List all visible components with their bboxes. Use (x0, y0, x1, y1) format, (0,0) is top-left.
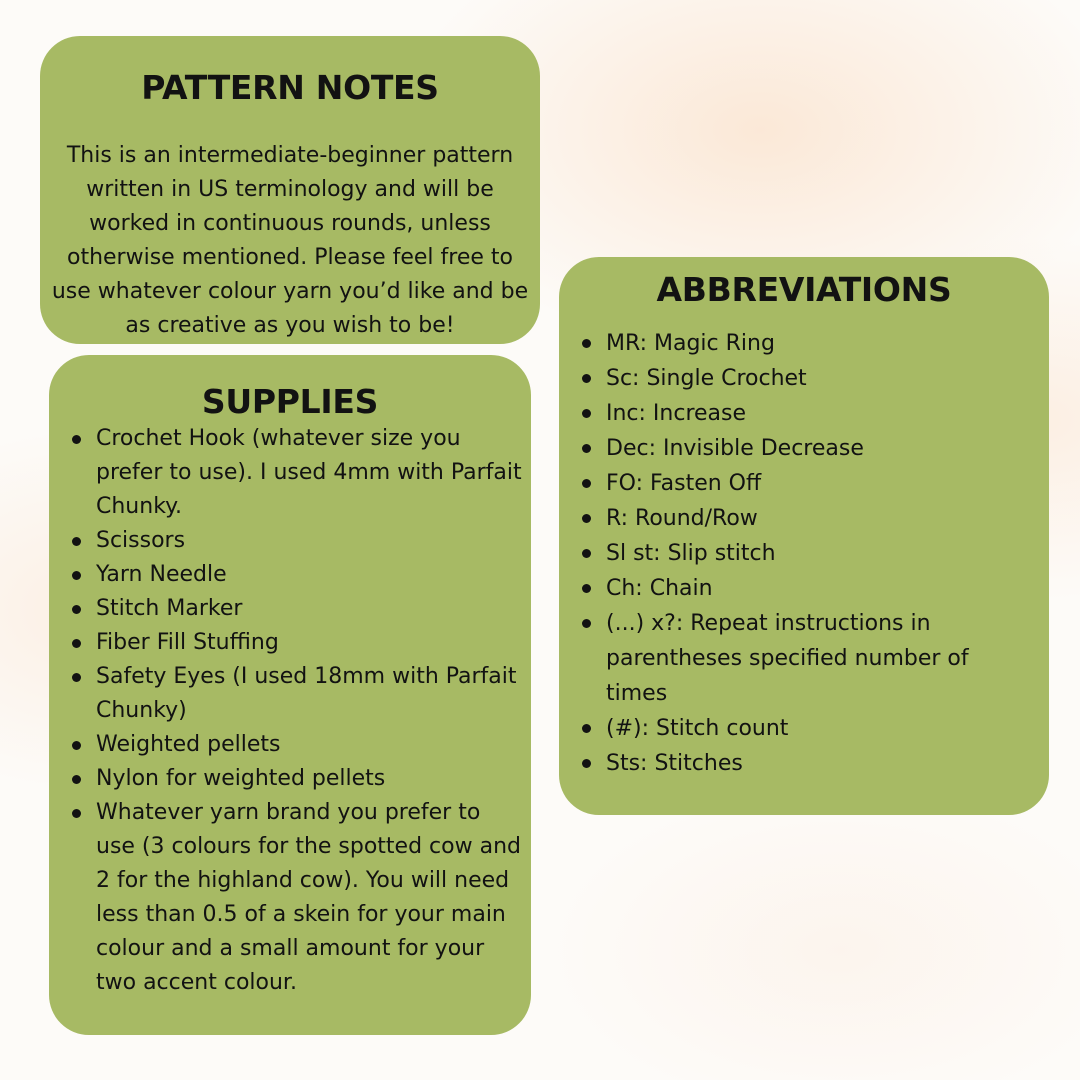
bullet-icon (582, 584, 591, 593)
bullet-icon (582, 409, 591, 418)
abbreviation-item-text: Inc: Increase (606, 401, 747, 426)
abbreviation-item-text: Ch: Chain (606, 576, 713, 601)
supply-item (96, 660, 523, 728)
bullet-icon (72, 605, 81, 614)
abbreviations-list (606, 326, 1029, 781)
abbreviation-item-text: R: Round/Row (606, 506, 758, 531)
bullet-icon (582, 374, 591, 383)
supply-item-text: Safety Eyes (I used 18mm with Parfait Chunky) (96, 664, 517, 723)
bullet-icon (582, 339, 591, 348)
supply-item (96, 626, 523, 660)
supply-item (96, 796, 523, 1000)
supply-item-text: Fiber Fill Stuffing (96, 630, 279, 655)
bullet-icon (582, 619, 591, 628)
supply-item-text: Nylon for weighted pellets (96, 766, 386, 791)
bullet-icon (72, 741, 81, 750)
bullet-icon (582, 549, 591, 558)
abbreviation-item (606, 571, 1029, 606)
bullet-icon (582, 724, 591, 733)
supplies-list (96, 422, 523, 1000)
abbreviation-item (606, 466, 1029, 501)
supply-item (96, 558, 523, 592)
pattern-notes-body: This is an intermediate-beginner pattern written in US terminology and will be worked in continuous rounds, unless otherwise mentioned. Please feel free to use whatever colour yarn you’d like and be as creative as you wish to be! (51, 143, 529, 338)
supplies-title: SUPPLIES (201, 382, 379, 421)
abbreviation-item (606, 326, 1029, 361)
bullet-icon (72, 775, 81, 784)
supply-item-text: Scissors (96, 528, 186, 553)
abbreviation-item-text: (...) x?: Repeat instructions in parentheses specified number of times (606, 611, 969, 706)
abbreviation-item (606, 396, 1029, 431)
abbreviation-item-text: Sc: Single Crochet (606, 366, 807, 391)
bullet-icon (582, 479, 591, 488)
supplies-card (49, 355, 531, 1035)
bullet-icon (72, 571, 81, 580)
supply-item-text: Weighted pellets (96, 732, 281, 757)
abbreviation-item-text: Sl st: Slip stitch (606, 541, 776, 566)
supply-item (96, 422, 523, 524)
supply-item-text: Stitch Marker (96, 596, 243, 621)
abbreviation-item-text: Dec: Invisible Decrease (606, 436, 864, 461)
abbreviation-item-text: (#): Stitch count (606, 716, 789, 741)
bullet-icon (72, 673, 81, 682)
supply-item-text: Crochet Hook (whatever size you prefer to use). I used 4mm with Parfait Chunky. (96, 426, 522, 519)
supply-item (96, 524, 523, 558)
bullet-icon (582, 444, 591, 453)
abbreviation-item-text: MR: Magic Ring (606, 331, 775, 356)
bullet-icon (72, 435, 81, 444)
abbreviation-item (606, 431, 1029, 466)
supply-item-text: Whatever yarn brand you prefer to use (3 colours for the spotted cow and 2 for the highland cow). You will need less than 0.5 of a skein for your main colour and a small amount for your two accent colour. (96, 800, 521, 995)
abbreviations-title: ABBREVIATIONS (656, 270, 952, 309)
pattern-notes-card (40, 36, 540, 344)
abbreviation-item (606, 361, 1029, 396)
pattern-notes-title: PATTERN NOTES (141, 68, 439, 107)
abbreviation-item (606, 501, 1029, 536)
supply-item (96, 728, 523, 762)
bullet-icon (582, 514, 591, 523)
supply-item (96, 592, 523, 626)
abbreviations-card (559, 257, 1049, 815)
bullet-icon (582, 759, 591, 768)
bullet-icon (72, 809, 81, 818)
supply-item-text: Yarn Needle (96, 562, 227, 587)
abbreviation-item-text: Sts: Stitches (606, 751, 743, 776)
abbreviation-item (606, 746, 1029, 781)
abbreviation-item (606, 536, 1029, 571)
bullet-icon (72, 537, 81, 546)
bullet-icon (72, 639, 81, 648)
abbreviation-item (606, 711, 1029, 746)
abbreviation-item (606, 606, 1029, 711)
abbreviation-item-text: FO: Fasten Off (606, 471, 762, 496)
supply-item (96, 762, 523, 796)
